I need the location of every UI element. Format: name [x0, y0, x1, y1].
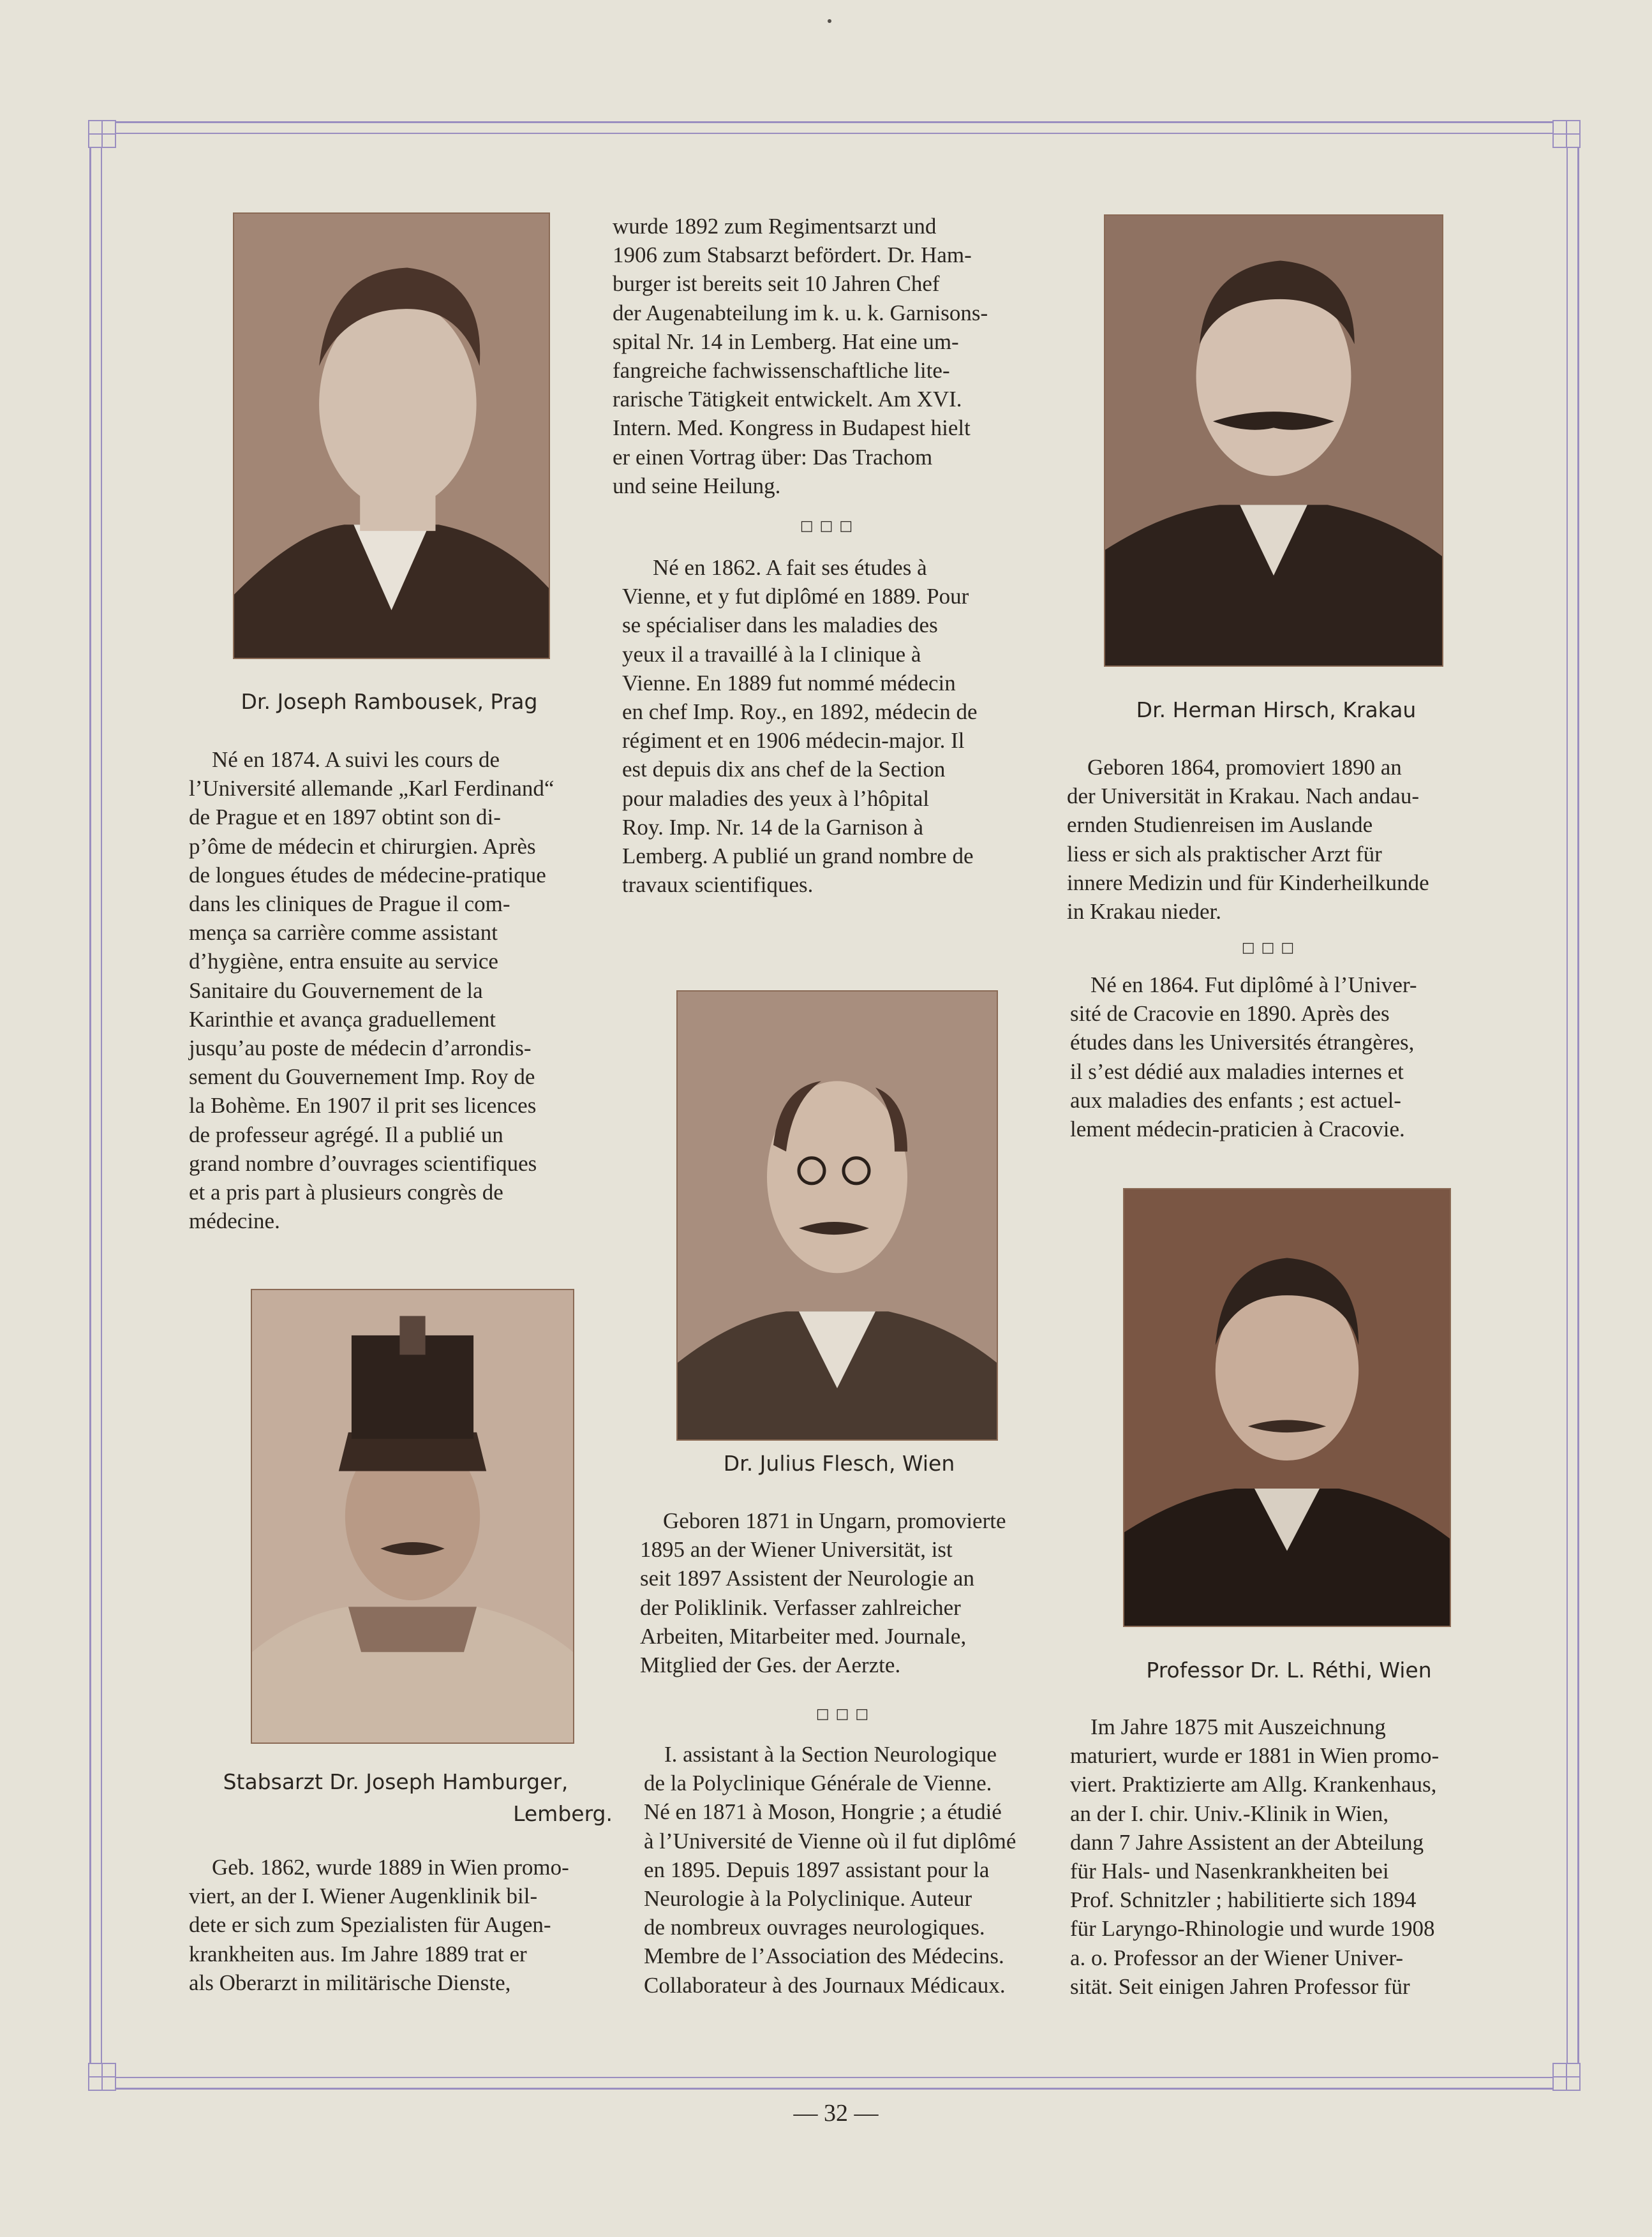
text-line: Lemberg. A publié un grand nombre de: [622, 844, 974, 869]
section-separator: □□□: [815, 1706, 875, 1722]
text-line: Intern. Med. Kongress in Budapest hielt: [613, 415, 971, 441]
text-line: en 1895. Depuis 1897 assistant pour la: [644, 1857, 990, 1882]
text-line: viert, an der I. Wiener Augenklinik bil-: [189, 1884, 538, 1909]
bio-hamburger-de: [189, 1853, 613, 1997]
caption-rethi: Professor Dr. L. Réthi, Wien: [1146, 1658, 1432, 1683]
text-line: Mitglied der Ges. der Aerzte.: [640, 1653, 901, 1678]
text-line: innere Medizin und für Kinderheilkunde: [1067, 870, 1429, 895]
text-line: seit 1897 Assistent der Neurologie an: [640, 1566, 974, 1591]
caption-hirsch: Dr. Herman Hirsch, Krakau: [1136, 697, 1417, 722]
text-line: Membre de l’Association des Médecins.: [644, 1943, 1004, 1969]
text-line: de Prague et en 1897 obtint son di-: [189, 805, 501, 830]
speck: [828, 19, 831, 23]
text-line: sement du Gouvernement Imp. Roy de: [189, 1064, 535, 1090]
text-line: Né en 1874. A suivi les cours de: [212, 747, 500, 772]
text-line: de longues études de médecine-pratique: [189, 862, 546, 888]
border-corner-ornament: [1552, 120, 1581, 148]
text-line: yeux il a travaillé à la I clinique à: [622, 641, 921, 667]
text-line: 1895 an der Wiener Universität, ist: [640, 1537, 953, 1563]
text-line: 1906 zum Stabsarzt befördert. Dr. Ham-: [613, 242, 972, 268]
text-line: an der I. chir. Univ.-Klinik in Wien,: [1070, 1801, 1389, 1826]
text-line: sité de Cracovie en 1890. Après des: [1070, 1001, 1390, 1027]
text-line: mença sa carrière comme assistant: [189, 920, 498, 946]
text-line: Geboren 1864, promoviert 1890 an: [1087, 755, 1402, 780]
bio-hirsch-fr: [1070, 970, 1478, 1143]
text-line: p’ôme de médecin et chirurgien. Après: [189, 833, 536, 859]
text-line: Arbeiten, Mitarbeiter med. Journale,: [640, 1623, 967, 1649]
text-line: Né en 1862. A fait ses études à: [653, 555, 927, 580]
border-corner-ornament: [88, 120, 116, 148]
bio-rethi-de: [1070, 1713, 1494, 2001]
text-line: grand nombre d’ouvrages scientifiques: [189, 1150, 537, 1176]
bio-flesch-fr: [644, 1740, 1052, 2000]
text-line: il s’est dédié aux maladies internes et: [1070, 1059, 1404, 1084]
text-line: maturiert, wurde er 1881 in Wien promo-: [1070, 1743, 1440, 1769]
text-line: Im Jahre 1875 mit Auszeichnung: [1090, 1714, 1386, 1739]
text-line: d’hygiène, entra ensuite au service: [189, 949, 498, 974]
text-line: régiment et en 1906 médecin-major. Il: [622, 728, 965, 754]
bio-flesch-de: [640, 1506, 1048, 1679]
text-line: ernden Studienreisen im Auslande: [1067, 812, 1373, 838]
text-line: Né en 1864. Fut diplômé à l’Univer-: [1090, 972, 1417, 997]
text-line: Né en 1871 à Moson, Hongrie ; a étudié: [644, 1799, 1002, 1825]
text-line: liess er sich als praktischer Arzt für: [1067, 841, 1382, 866]
text-line: als Oberarzt in militärische Dienste,: [189, 1970, 511, 1995]
bio-hamburger-de-continued: [613, 212, 1026, 500]
text-line: de la Polyclinique Générale de Vienne.: [644, 1771, 992, 1796]
text-line: l’Université allemande „Karl Ferdinand“: [189, 776, 554, 801]
text-line: est depuis dix ans chef de la Section: [622, 757, 946, 782]
border-corner-ornament: [1552, 2063, 1581, 2091]
text-line: et a pris part à plusieurs congrès de: [189, 1180, 503, 1205]
text-line: médecine.: [189, 1208, 280, 1234]
text-line: in Krakau nieder.: [1067, 899, 1221, 925]
text-line: I. assistant à la Section Neurologique: [664, 1742, 997, 1767]
text-line: der Universität in Krakau. Nach andau-: [1067, 784, 1420, 809]
page-number: — 32 —: [793, 2100, 879, 2127]
section-separator: □□□: [1241, 940, 1301, 956]
text-line: Sanitaire du Gouvernement de la: [189, 977, 483, 1003]
text-line: Roy. Imp. Nr. 14 de la Garnison à: [622, 814, 924, 840]
text-line: wurde 1892 zum Regimentsarzt und: [613, 214, 937, 239]
text-line: Vienne. En 1889 fut nommé médecin: [622, 670, 956, 695]
text-line: der Augenabteilung im k. u. k. Garnisons-: [613, 300, 988, 325]
text-line: dans les cliniques de Prague il com-: [189, 891, 510, 917]
text-line: aux maladies des enfants ; est actuel-: [1070, 1087, 1401, 1113]
portrait-flesch: [676, 990, 998, 1441]
text-line: à l’Université de Vienne où il fut diplômé: [644, 1828, 1016, 1854]
text-line: Karinthie et avança graduellement: [189, 1006, 496, 1032]
section-separator: □□□: [800, 518, 859, 534]
text-line: er einen Vortrag über: Das Trachom: [613, 444, 933, 470]
portrait-rethi: [1123, 1188, 1451, 1627]
text-line: Collaborateur à des Journaux Médicaux.: [644, 1972, 1006, 1998]
text-line: Geboren 1871 in Ungarn, promovierte: [663, 1508, 1006, 1533]
text-line: se spécialiser dans les maladies des: [622, 613, 938, 638]
caption-rambousek: Dr. Joseph Rambousek, Prag: [241, 689, 538, 714]
text-line: études dans les Universités étrangères,: [1070, 1030, 1415, 1055]
text-line: a. o. Professor an der Wiener Univer-: [1070, 1945, 1404, 1970]
bio-hirsch-de: [1067, 753, 1475, 926]
text-line: für Hals- und Nasenkrankheiten bei: [1070, 1859, 1389, 1884]
text-line: jusqu’au poste de médecin d’arrondis-: [189, 1036, 532, 1061]
caption-hamburger-line2: Lemberg.: [513, 1801, 613, 1826]
bio-hamburger-fr: [622, 553, 1034, 899]
text-line: de professeur agrégé. Il a publié un: [189, 1122, 503, 1147]
text-line: Geb. 1862, wurde 1889 in Wien promo-: [212, 1855, 569, 1880]
text-line: und seine Heilung.: [613, 473, 781, 498]
text-line: Neurologie à la Polyclinique. Auteur: [644, 1886, 972, 1912]
text-line: Vienne, et y fut diplômé en 1889. Pour: [622, 584, 969, 609]
text-line: der Poliklinik. Verfasser zahlreicher: [640, 1594, 961, 1620]
text-line: für Laryngo-Rhinologie und wurde 1908: [1070, 1916, 1435, 1942]
text-line: dete er sich zum Spezialisten für Augen-: [189, 1912, 551, 1938]
text-line: pour maladies des yeux à l’hôpital: [622, 785, 930, 811]
text-line: viert. Praktizierte am Allg. Krankenhaus,: [1070, 1772, 1437, 1797]
text-line: rarische Tätigkeit entwickelt. Am XVI.: [613, 387, 962, 412]
text-line: sität. Seit einigen Jahren Professor für: [1070, 1973, 1410, 1999]
text-line: krankheiten aus. Im Jahre 1889 trat er: [189, 1941, 527, 1966]
caption-flesch: Dr. Julius Flesch, Wien: [723, 1451, 955, 1476]
text-line: la Bohème. En 1907 il prit ses licences: [189, 1093, 537, 1118]
text-line: Prof. Schnitzler ; habilitierte sich 1894: [1070, 1887, 1417, 1913]
text-line: en chef Imp. Roy., en 1892, médecin de: [622, 699, 978, 725]
text-line: lement médecin-praticien à Cracovie.: [1070, 1117, 1405, 1142]
bio-rambousek-fr: [189, 745, 597, 1235]
text-line: dann 7 Jahre Assistent an der Abteilung: [1070, 1829, 1424, 1855]
text-line: fangreiche fachwissenschaftliche lite-: [613, 358, 950, 383]
portrait-hamburger: [251, 1289, 574, 1744]
text-line: de nombreux ouvrages neurologiques.: [644, 1915, 985, 1940]
text-line: travaux scientifiques.: [622, 872, 814, 898]
text-line: spital Nr. 14 in Lemberg. Hat eine um-: [613, 329, 959, 354]
portrait-rambousek: [233, 212, 550, 659]
caption-hamburger-line1: Stabsarzt Dr. Joseph Hamburger,: [223, 1769, 569, 1794]
border-corner-ornament: [88, 2063, 116, 2091]
portrait-hirsch: [1104, 214, 1443, 667]
text-line: burger ist bereits seit 10 Jahren Chef: [613, 271, 940, 297]
